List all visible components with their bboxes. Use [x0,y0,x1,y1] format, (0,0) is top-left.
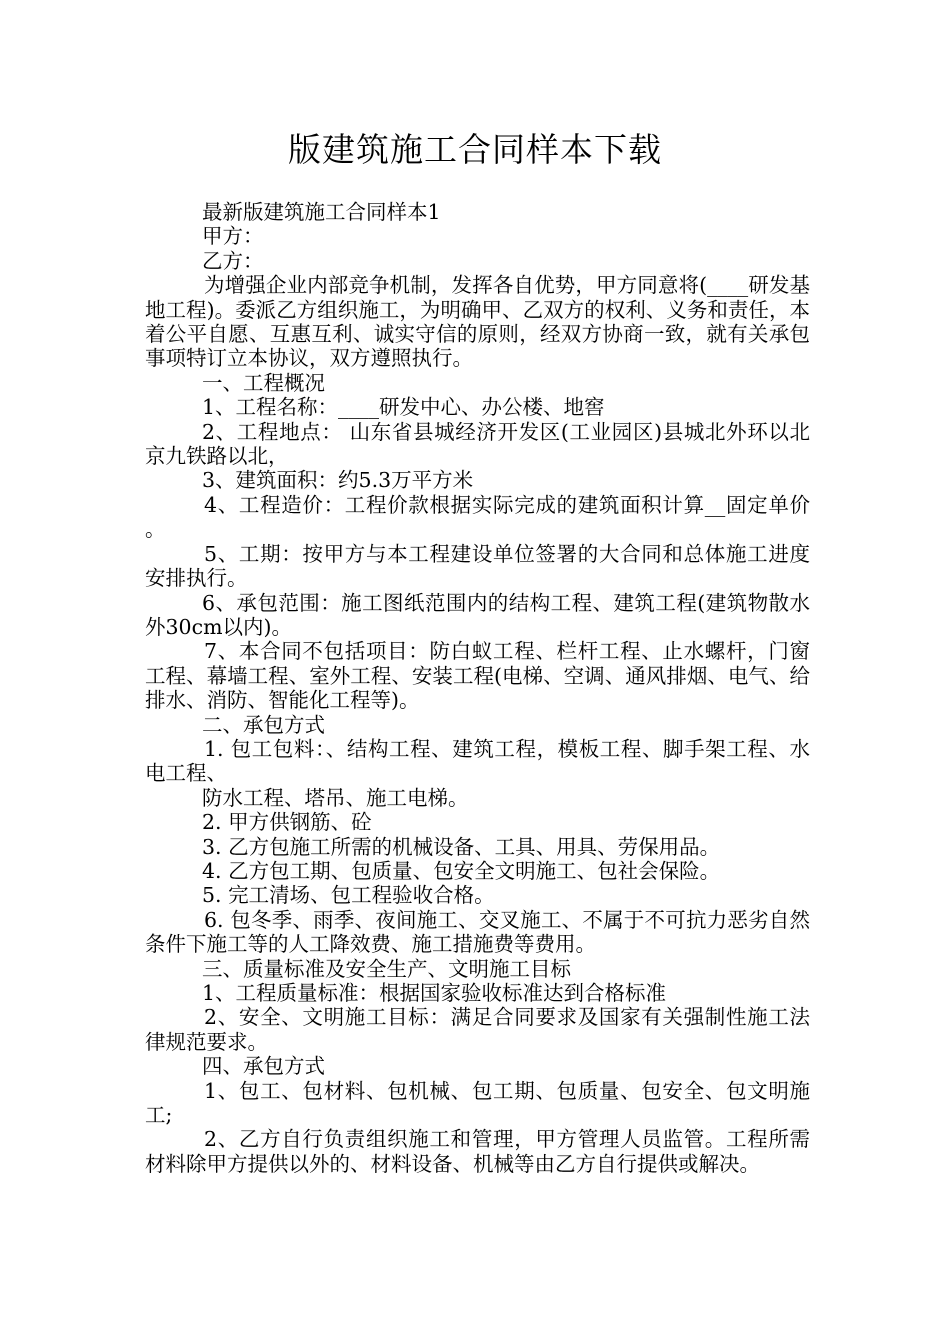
document-body [145,200,810,1176]
paragraph: 1、工程名称：____研发中心、办公楼、地窖 [202,395,605,420]
paragraph: 2. 甲方供钢筋、砼 [202,810,372,835]
paragraph-subtitle: 最新版建筑施工合同样本1 [202,200,441,224]
paragraph: 1. 包工包料：、结构工程、建筑工程，模板工程、脚手架工程、水电工程、 [145,736,810,786]
paragraph: 4、工程造价：工程价款根据实际完成的建筑面积计算__固定单价。 [145,492,810,542]
document-title: 版建筑施工合同样本下载 [288,130,662,169]
paragraph: 1、工程质量标准：根据国家验收标准达到合格标准 [202,981,667,1005]
paragraph-party-a: 甲方： [202,224,264,249]
paragraph: 3、建筑面积：约5.3万平方米 [202,468,474,493]
section-heading-1: 一、工程概况 [202,370,325,395]
section-heading-4: 四、承包方式 [202,1054,325,1079]
paragraph: 2、工程地点： 山东省县城经济开发区(工业园区)县城北外环以北京九铁路以北， [145,419,810,469]
paragraph: 7、本合同不包括项目：防白蚁工程、栏杆工程、止水螺杆，门窗工程、幕墙工程、室外工程、安装工程(电梯、空调、通风排烟、电气、给排水、消防、智能化工程等)。 [145,639,810,713]
paragraph-party-b: 乙方： [202,248,264,273]
paragraph: 6. 包冬季、雨季、夜间施工、交叉施工、不属于不可抗力恶劣自然条件下施工等的人工降效费、施工措施费等费用。 [145,907,810,957]
paragraph: 防水工程、塔吊、施工电梯。 [202,785,469,810]
paragraph-preamble: 为增强企业内部竞争机制，发挥各自优势，甲方同意将(____研发基地工程)。委派乙方组织施工，为明确甲、乙双方的权利、义务和责任，本着公平自愿、互惠互利、诚实守信的原则，经双方协商一致，就有关承包事项特订立本协议，双方遵照执行。 [145,273,810,371]
paragraph: 2、乙方自行负责组织施工和管理，甲方管理人员监管。工程所需材料除甲方提供以外的、材料设备、机械等由乙方自行提供或解决。 [145,1127,810,1176]
paragraph: 2、安全、文明施工目标：满足合同要求及国家有关强制性施工法律规范要求。 [145,1005,810,1054]
section-heading-2: 二、承包方式 [202,712,325,737]
paragraph: 6、承包范围：施工图纸范围内的结构工程、建筑工程(建筑物散水外30cm以内)。 [145,590,810,639]
paragraph: 1、包工、包材料、包机械、包工期、包质量、包安全、包文明施工; [145,1078,810,1128]
paragraph: 5. 完工清场、包工程验收合格。 [202,883,495,908]
section-heading-3: 三、质量标准及安全生产、文明施工目标 [202,956,571,981]
paragraph: 5、工期：按甲方与本工程建设单位签署的大合同和总体施工进度安排执行。 [145,541,810,591]
paragraph: 4. 乙方包工期、包质量、包安全文明施工、包社会保险。 [202,858,721,883]
paragraph: 3. 乙方包施工所需的机械设备、工具、用具、劳保用品。 [202,834,721,859]
